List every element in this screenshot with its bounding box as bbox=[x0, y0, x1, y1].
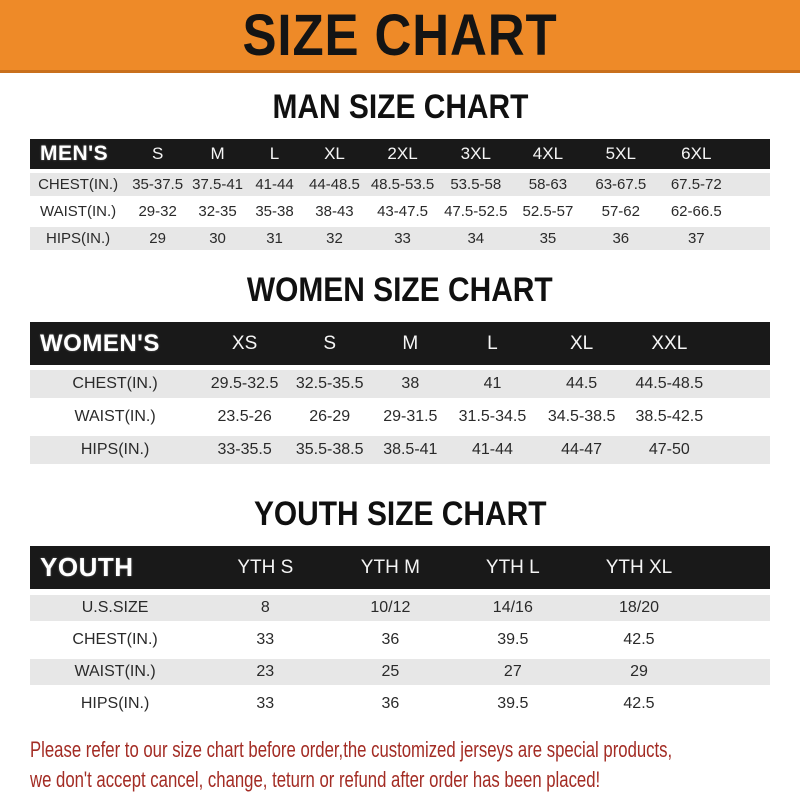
size-col-header: S bbox=[151, 144, 164, 163]
size-value-cell: 41-44 bbox=[255, 176, 294, 193]
size-col-header: 5XL bbox=[605, 144, 636, 163]
size-value-cell: 37 bbox=[687, 230, 705, 247]
row-label: WAIST(IN.) bbox=[74, 408, 156, 425]
size-col-header: M bbox=[402, 332, 419, 354]
size-col-header: 3XL bbox=[460, 144, 491, 163]
youth-section-heading bbox=[0, 496, 800, 532]
size-value-cell: 32-35 bbox=[198, 203, 237, 220]
size-value-cell: 44.5-48.5 bbox=[635, 375, 704, 392]
size-value-cell: 35-38 bbox=[255, 203, 294, 220]
women-table-title: WOMEN'S bbox=[40, 329, 160, 357]
men-table-title: MEN'S bbox=[40, 142, 109, 165]
size-col-header: XL bbox=[570, 332, 594, 354]
size-value-cell: 8 bbox=[260, 599, 270, 616]
size-col-header: YTH S bbox=[237, 556, 294, 578]
women-section-heading bbox=[0, 272, 800, 308]
size-value-cell: 38.5-41 bbox=[383, 441, 438, 458]
size-value-cell: 14/16 bbox=[492, 599, 533, 616]
youth-table-header bbox=[30, 546, 770, 589]
size-value-cell: 10/12 bbox=[370, 599, 411, 616]
size-value-cell: 29 bbox=[149, 230, 166, 247]
size-value-cell: 36 bbox=[381, 695, 400, 712]
size-value-cell: 39.5 bbox=[497, 695, 529, 712]
size-value-cell: 33 bbox=[256, 631, 275, 648]
size-value-cell: 33-35.5 bbox=[217, 441, 272, 458]
youth-hips-row bbox=[30, 691, 770, 717]
men-heading-text: MAN SIZE CHART bbox=[272, 88, 528, 126]
size-value-cell: 39.5 bbox=[497, 631, 529, 648]
size-col-header: XS bbox=[231, 332, 258, 354]
size-value-cell: 62-66.5 bbox=[670, 203, 722, 220]
men-waist-row bbox=[30, 200, 770, 223]
size-value-cell: 29.5-32.5 bbox=[210, 375, 279, 392]
size-value-cell: 36 bbox=[612, 230, 630, 247]
size-value-cell: 48.5-53.5 bbox=[370, 176, 435, 193]
women-hips-row bbox=[30, 436, 770, 464]
size-col-header: YTH XL bbox=[605, 556, 673, 578]
banner-title: SIZE CHART bbox=[242, 3, 558, 68]
men-hips-row bbox=[30, 227, 770, 250]
size-col-header: M bbox=[210, 144, 225, 163]
row-label: CHEST(IN.) bbox=[38, 176, 119, 193]
size-value-cell: 58-63 bbox=[528, 176, 568, 193]
size-value-cell: 32 bbox=[326, 230, 343, 247]
size-col-header: L bbox=[487, 332, 498, 354]
youth-heading-text: YOUTH SIZE CHART bbox=[253, 495, 547, 533]
size-value-cell: 29-31.5 bbox=[383, 408, 438, 425]
size-value-cell: 63-67.5 bbox=[595, 176, 647, 193]
size-value-cell: 34 bbox=[467, 230, 485, 247]
size-value-cell: 30 bbox=[209, 230, 226, 247]
size-value-cell: 38 bbox=[401, 375, 420, 392]
size-value-cell: 37.5-41 bbox=[192, 176, 243, 193]
size-value-cell: 41 bbox=[483, 375, 502, 392]
size-value-cell: 33 bbox=[394, 230, 411, 247]
row-label: CHEST(IN.) bbox=[72, 631, 158, 648]
row-label: U.S.SIZE bbox=[81, 599, 149, 616]
size-value-cell: 47.5-52.5 bbox=[444, 203, 508, 220]
youth-waist-row bbox=[30, 659, 770, 685]
youth-chest-row bbox=[30, 627, 770, 653]
row-label: WAIST(IN.) bbox=[40, 203, 117, 220]
size-value-cell: 42.5 bbox=[623, 695, 655, 712]
size-col-header: 4XL bbox=[532, 144, 564, 163]
size-value-cell: 34.5-38.5 bbox=[547, 408, 616, 425]
size-value-cell: 29-32 bbox=[138, 203, 177, 220]
size-value-cell: 35.5-38.5 bbox=[295, 441, 364, 458]
men-section-heading bbox=[0, 89, 800, 125]
size-value-cell: 23 bbox=[256, 663, 275, 680]
size-col-header: XL bbox=[324, 144, 345, 163]
size-col-header: YTH M bbox=[360, 556, 420, 578]
size-value-cell: 41-44 bbox=[472, 441, 513, 458]
youth-ussize-row bbox=[30, 595, 770, 621]
men-table-header bbox=[30, 139, 770, 169]
size-value-cell: 43-47.5 bbox=[377, 203, 428, 220]
size-col-header: 2XL bbox=[387, 144, 418, 163]
size-col-header: S bbox=[323, 332, 337, 354]
size-value-cell: 25 bbox=[381, 663, 400, 680]
youth-table-title: YOUTH bbox=[40, 552, 134, 582]
size-col-header: 6XL bbox=[681, 144, 712, 163]
size-value-cell: 42.5 bbox=[623, 631, 655, 648]
size-value-cell: 47-50 bbox=[648, 441, 690, 458]
size-value-cell: 44-48.5 bbox=[309, 176, 360, 193]
size-value-cell: 53.5-58 bbox=[450, 176, 502, 193]
size-value-cell: 33 bbox=[256, 695, 275, 712]
women-size-table bbox=[30, 322, 770, 464]
women-chest-row bbox=[30, 370, 770, 398]
size-value-cell: 35-37.5 bbox=[132, 176, 184, 193]
size-value-cell: 44-47 bbox=[561, 441, 603, 458]
banner bbox=[0, 0, 800, 73]
women-heading-text: WOMEN SIZE CHART bbox=[247, 271, 553, 309]
size-value-cell: 26-29 bbox=[309, 408, 351, 425]
row-label: HIPS(IN.) bbox=[80, 695, 150, 712]
size-value-cell: 32.5-35.5 bbox=[295, 375, 364, 392]
row-label: WAIST(IN.) bbox=[74, 663, 156, 680]
notice-line-2: we don't accept cancel, change, teturn or refund after order has been placed! bbox=[30, 767, 601, 792]
size-value-cell: 23.5-26 bbox=[217, 408, 272, 425]
size-value-cell: 38.5-42.5 bbox=[635, 408, 704, 425]
women-table-header bbox=[30, 322, 770, 365]
size-value-cell: 27 bbox=[503, 663, 522, 680]
size-value-cell: 18/20 bbox=[618, 599, 659, 616]
notice-line-1: Please refer to our size chart before order,the customized jerseys are special products, bbox=[30, 737, 673, 762]
size-value-cell: 31 bbox=[266, 230, 283, 247]
size-value-cell: 52.5-57 bbox=[522, 203, 574, 220]
size-value-cell: 67.5-72 bbox=[670, 176, 722, 193]
women-waist-row bbox=[30, 403, 770, 431]
size-value-cell: 57-62 bbox=[601, 203, 640, 220]
footer-notice bbox=[30, 735, 800, 795]
men-size-table bbox=[30, 139, 770, 250]
size-value-cell: 38-43 bbox=[315, 203, 354, 220]
size-col-header: YTH L bbox=[485, 556, 540, 578]
size-value-cell: 36 bbox=[381, 631, 400, 648]
size-col-header: L bbox=[269, 144, 280, 163]
size-value-cell: 44.5 bbox=[566, 375, 598, 392]
size-value-cell: 29 bbox=[630, 663, 648, 680]
youth-size-table bbox=[30, 546, 770, 717]
row-label: HIPS(IN.) bbox=[46, 230, 111, 247]
size-value-cell: 35 bbox=[539, 230, 557, 247]
men-chest-row bbox=[30, 173, 770, 196]
size-col-header: XXL bbox=[651, 332, 688, 354]
row-label: CHEST(IN.) bbox=[72, 375, 158, 392]
size-value-cell: 31.5-34.5 bbox=[458, 408, 527, 425]
row-label: HIPS(IN.) bbox=[80, 441, 150, 458]
